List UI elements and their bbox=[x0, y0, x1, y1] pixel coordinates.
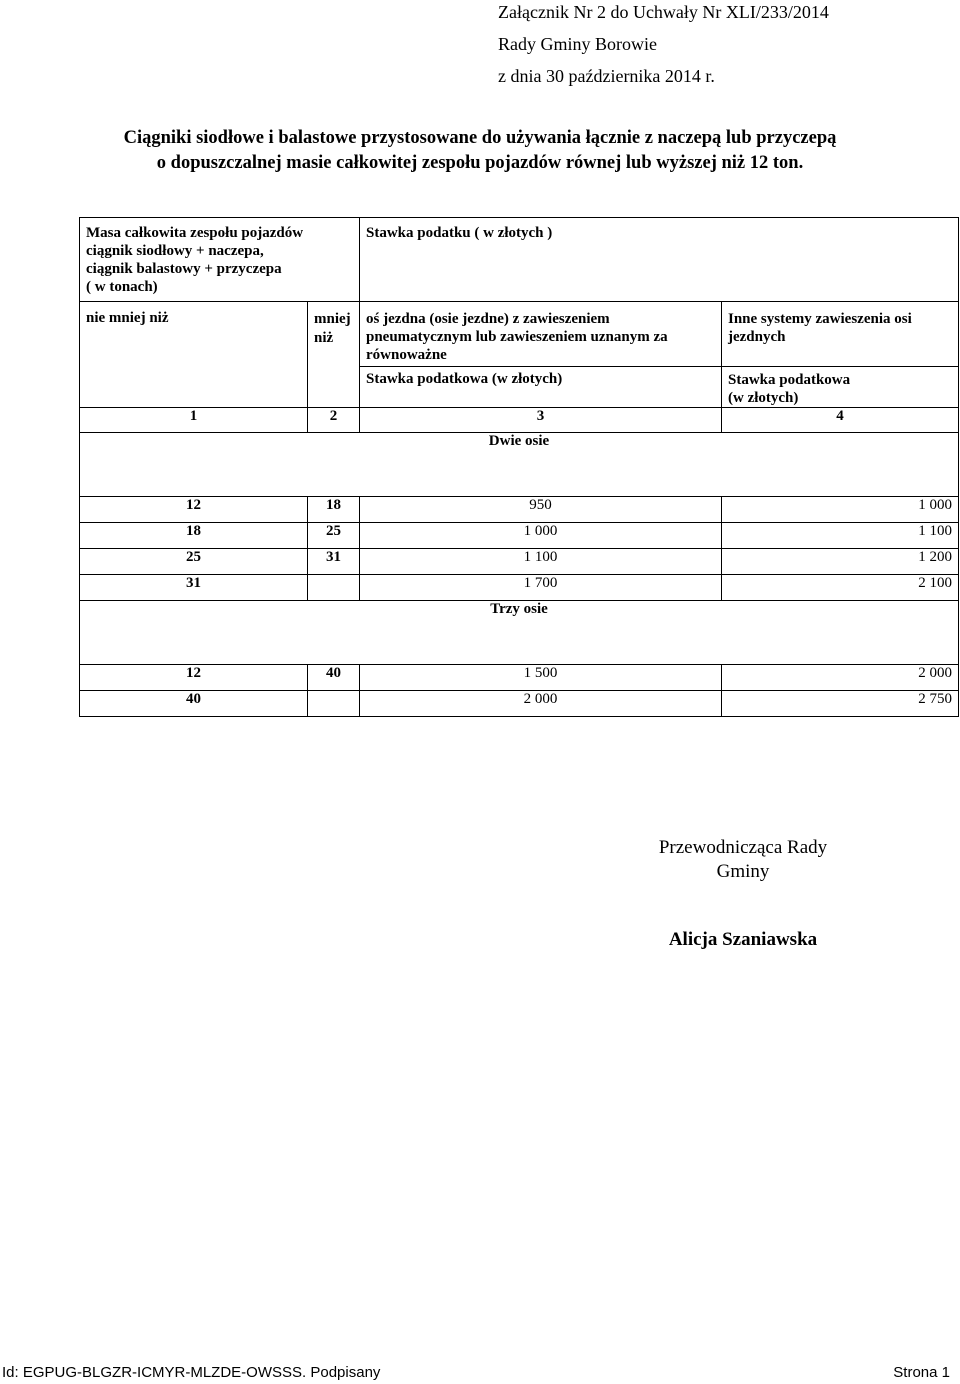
attachment-number: Załącznik Nr 2 do Uchwały Nr XLI/233/2014 bbox=[498, 2, 829, 22]
table-row: 12 18 950 1 000 bbox=[80, 497, 959, 523]
rate-label-col4: Stawka podatkowa (w złotych) bbox=[722, 367, 959, 408]
column-number-1: 1 bbox=[80, 408, 308, 433]
rate-label-col3: Stawka podatkowa (w złotych) bbox=[360, 367, 722, 408]
table-row: 25 31 1 100 1 200 bbox=[80, 549, 959, 575]
resolution-date: z dnia 30 października 2014 r. bbox=[498, 66, 715, 86]
tax-rate-table bbox=[79, 217, 959, 717]
column-number-2: 2 bbox=[308, 408, 360, 433]
page-number: Strona 1 bbox=[893, 1364, 950, 1381]
mass-header: Masa całkowita zespołu pojazdów ciągnik siodłowy + naczepa, ciągnik balastowy + przyczepa ( w tonach) bbox=[80, 218, 360, 302]
column-number-4: 4 bbox=[722, 408, 959, 433]
table-row: 40 2 000 2 750 bbox=[80, 691, 959, 717]
document-title-line-1: Ciągniki siodłowe i balastowe przystosowane do używania łącznie z naczepą lub przyczepą bbox=[123, 128, 837, 148]
document-title-line-2: o dopuszczalnej masie całkowitej zespołu pojazdów równej lub wyższej niż 12 ton. bbox=[156, 153, 804, 173]
pneumatic-axle-header: oś jezdna (osie jezdne) z zawieszeniem pneumatycznym lub zawieszeniem uznanym za równoważne bbox=[360, 302, 722, 367]
other-systems-header: Inne systemy zawieszenia osi jezdnych bbox=[722, 302, 959, 367]
rate-header: Stawka podatku ( w złotych ) bbox=[360, 218, 959, 302]
not-less-than-header: nie mniej niż bbox=[80, 302, 308, 367]
council-name: Rady Gminy Borowie bbox=[498, 34, 657, 54]
section-three-axles: Trzy osie bbox=[80, 601, 959, 665]
table-row: 18 25 1 000 1 100 bbox=[80, 523, 959, 549]
signature-role-line-1: Przewodnicząca Rady bbox=[658, 837, 828, 858]
section-two-axles: Dwie osie bbox=[80, 433, 959, 497]
less-than-header: mniej niż bbox=[308, 302, 360, 367]
table-row: 12 40 1 500 2 000 bbox=[80, 665, 959, 691]
table-row: 31 1 700 2 100 bbox=[80, 575, 959, 601]
document-id-footer: Id: EGPUG-BLGZR-ICMYR-MLZDE-OWSSS. Podpisany bbox=[2, 1364, 381, 1381]
signature-name: Alicja Szaniawska bbox=[668, 929, 818, 950]
column-number-3: 3 bbox=[360, 408, 722, 433]
signature-role-line-2: Gminy bbox=[716, 861, 770, 882]
